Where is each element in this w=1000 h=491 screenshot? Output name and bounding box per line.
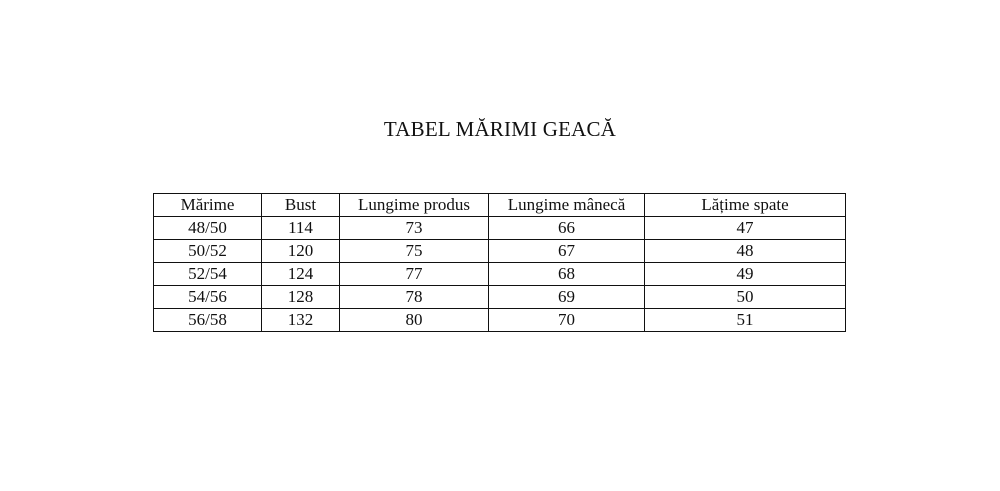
cell-sleeve-length: 69 bbox=[489, 286, 645, 309]
cell-bust: 128 bbox=[262, 286, 340, 309]
cell-back-width: 51 bbox=[645, 309, 846, 332]
cell-sleeve-length: 70 bbox=[489, 309, 645, 332]
table-row bbox=[154, 286, 846, 309]
cell-size: 56/58 bbox=[154, 309, 262, 332]
cell-back-width: 49 bbox=[645, 263, 846, 286]
table-row bbox=[154, 309, 846, 332]
cell-bust: 120 bbox=[262, 240, 340, 263]
cell-bust: 132 bbox=[262, 309, 340, 332]
cell-size: 48/50 bbox=[154, 217, 262, 240]
header-size: Mărime bbox=[154, 194, 262, 217]
cell-back-width: 47 bbox=[645, 217, 846, 240]
cell-product-length: 73 bbox=[340, 217, 489, 240]
cell-back-width: 48 bbox=[645, 240, 846, 263]
header-sleeve-length: Lungime mânecă bbox=[489, 194, 645, 217]
header-bust: Bust bbox=[262, 194, 340, 217]
cell-back-width: 50 bbox=[645, 286, 846, 309]
cell-size: 54/56 bbox=[154, 286, 262, 309]
cell-sleeve-length: 67 bbox=[489, 240, 645, 263]
cell-product-length: 80 bbox=[340, 309, 489, 332]
header-back-width: Lățime spate bbox=[645, 194, 846, 217]
table-row bbox=[154, 263, 846, 286]
cell-product-length: 78 bbox=[340, 286, 489, 309]
page-title: TABEL MĂRIMI GEACĂ bbox=[383, 117, 617, 141]
cell-sleeve-length: 68 bbox=[489, 263, 645, 286]
cell-bust: 114 bbox=[262, 217, 340, 240]
size-chart-table bbox=[153, 193, 846, 332]
table-row bbox=[154, 217, 846, 240]
cell-product-length: 75 bbox=[340, 240, 489, 263]
table-header-row bbox=[154, 194, 846, 217]
cell-size: 50/52 bbox=[154, 240, 262, 263]
table-row bbox=[154, 240, 846, 263]
cell-sleeve-length: 66 bbox=[489, 217, 645, 240]
cell-bust: 124 bbox=[262, 263, 340, 286]
cell-size: 52/54 bbox=[154, 263, 262, 286]
header-product-length: Lungime produs bbox=[340, 194, 489, 217]
cell-product-length: 77 bbox=[340, 263, 489, 286]
